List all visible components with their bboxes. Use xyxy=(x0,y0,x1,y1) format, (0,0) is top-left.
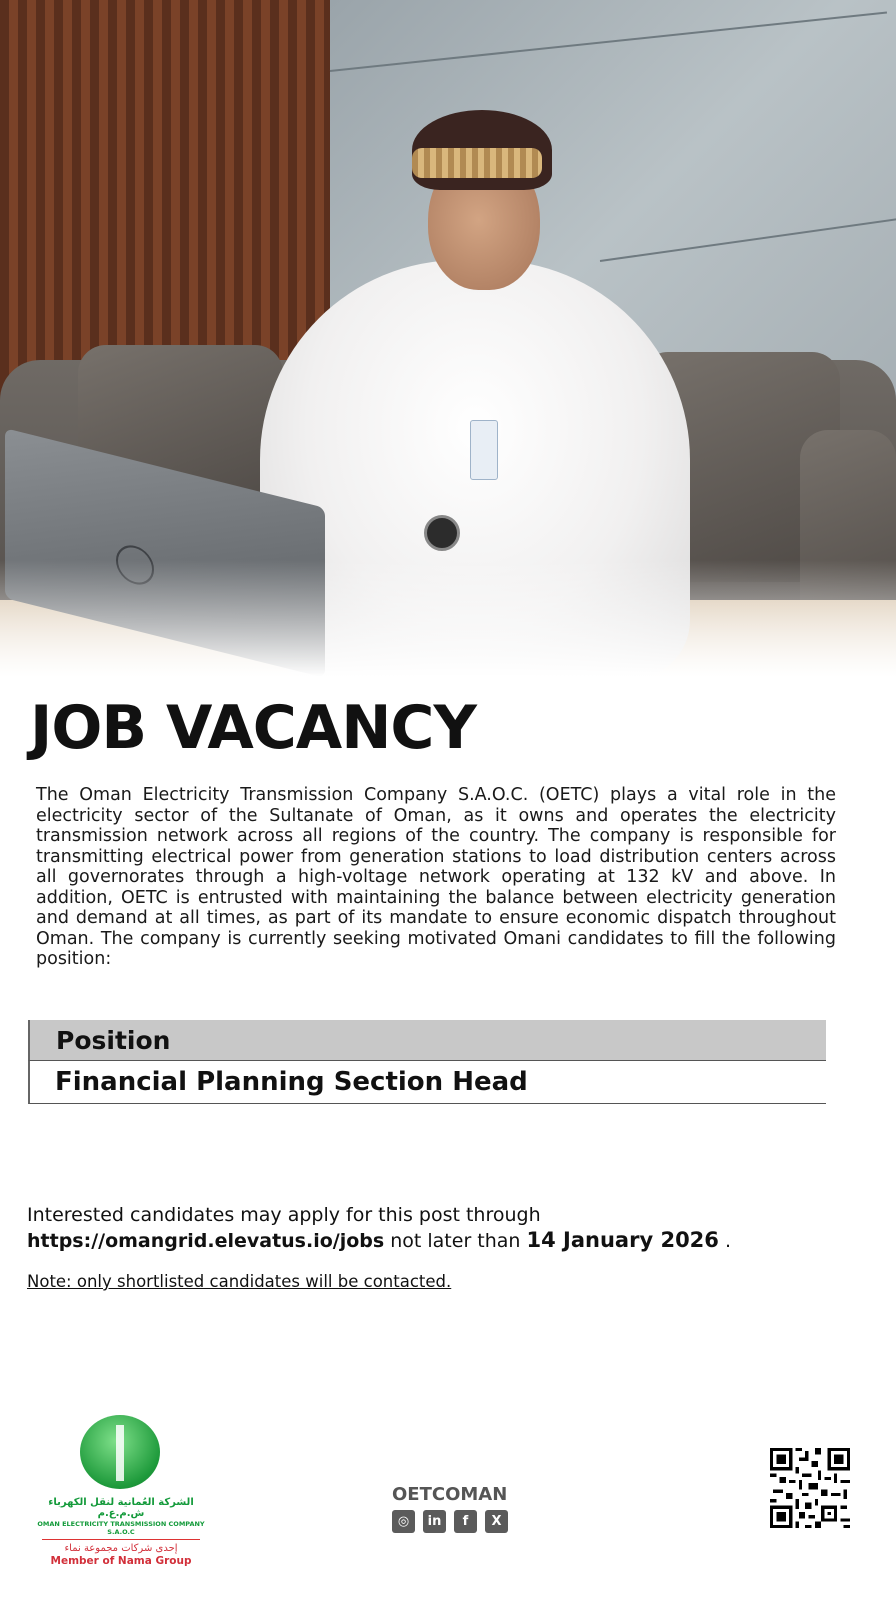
apply-prefix: Interested candidates may apply for this post through xyxy=(27,1204,541,1226)
position-table-header xyxy=(28,1020,826,1060)
position-title: Financial Planning Section Head xyxy=(55,1067,528,1097)
page-title: JOB VACANCY xyxy=(30,693,476,763)
logo-divider xyxy=(42,1539,200,1540)
qr-code[interactable] xyxy=(770,1448,850,1528)
logo-arabic-member: إحدى شركات مجموعة نماء xyxy=(64,1543,178,1554)
position-table xyxy=(28,1020,826,1104)
logo-arabic-name: الشركة العُمانية لنقل الكهرباء ش.م.ع.م xyxy=(48,1497,194,1519)
logo-member-text: Member of Nama Group xyxy=(50,1555,192,1567)
wristwatch xyxy=(424,515,460,551)
apply-suffix: . xyxy=(718,1230,732,1252)
shortlist-note: Note: only shortlisted candidates will be contacted. xyxy=(27,1272,452,1291)
deadline-date: 14 January 2026 xyxy=(526,1228,719,1252)
kumma-embroidery xyxy=(412,148,542,178)
facebook-icon[interactable]: f xyxy=(454,1510,477,1533)
social-icons xyxy=(392,1510,508,1533)
table-row xyxy=(28,1060,826,1104)
instagram-icon[interactable]: ◎ xyxy=(392,1510,415,1533)
linkedin-icon[interactable]: in xyxy=(423,1510,446,1533)
intro-paragraph: The Oman Electricity Transmission Company S.A.O.C. (OETC) plays a vital role in the electricity sector of the Sultanate of Oman, as it owns and operates the electricity transmission network across all regions of the country. The company is responsible for transmitting electrical power from generation stations to load distribution centers across all governorates through a high-voltage network operating at 132 kV and above. In addition, OETC is entrusted with maintaining the balance between electricity generation and demand at all times, as part of its mandate to ensure economic dispatch throughout Oman. The company is currently seeking motivated Omani candidates to fill the following position: xyxy=(36,785,836,969)
oetc-logo xyxy=(36,1415,206,1567)
position-header-label: Position xyxy=(56,1025,171,1055)
logo-english-name: OMAN ELECTRICITY TRANSMISSION COMPANY S.A.O.C xyxy=(37,1520,205,1536)
x-icon[interactable]: X xyxy=(485,1510,508,1533)
apply-instructions xyxy=(27,1203,837,1254)
id-badge xyxy=(470,420,498,480)
hero-photo xyxy=(0,0,896,690)
apply-middle: not later than xyxy=(384,1230,527,1252)
apply-url-link[interactable]: https://omangrid.elevatus.io/jobs xyxy=(27,1230,385,1252)
social-handle: OETCOMAN xyxy=(392,1484,508,1505)
photo-fade xyxy=(0,560,896,690)
globe-pylon-icon xyxy=(80,1415,160,1489)
